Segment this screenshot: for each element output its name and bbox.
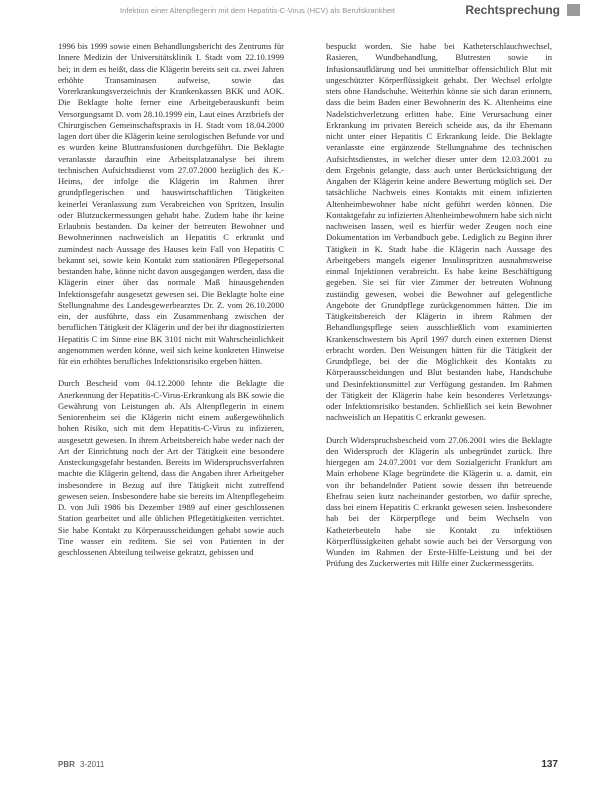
section-label: Rechtsprechung [465,3,560,17]
issue-number: 3-2011 [80,760,105,769]
page-footer [58,760,558,774]
page-number: 137 [541,759,558,770]
paragraph: 1996 bis 1999 sowie einen Behandlungsbericht des Zentrums für Innere Medizin der Universitätsklinik I. Stadt vom 22.10.1999 bei; in dem es heißt, dass die Klägerin bereits seit ca. zwei Jahren erhöhte Transaminasen aufweise, sowie das Vorerkrankungsverzeichnis der Krankenkassen BKK und AOK. Die Beklagte holte ferner eine Arbeitgeberauskunft beim Versorgungsamt D. vom 28.10.1999 ein, Laut eines Arztbriefs der Chirurgischen Gemeinschaftspraxis in H. Stadt vom 18.04.2000 lagen dort über die Klägerin keine serologischen Befunde vor und es wurden keine Bluttransfusionen durchgeführt. Die Beklagte veranlasste daraufhin eine Arbeitsplatzanalyse bei ihrem technischen Aufsichtsdienst vom 27.07.2000 bezüglich des K.-Heims, der infolge die Klägerin im Rahmen ihrer grundpflegerischen und hauswirtschaftlichen Tätigkeiten keinerlei Veranlassung zum Verabreichen von Spritzen, Insulin oder Blutzuckermessungen gehabt habe. Zudem habe ihr keine Erlaubnis bestanden. Da keiner der betreuten Bewohner und Bewohnerinnen nachweislich an Hepatitis C erkrankt und zumindest nach Aussage des Hauses kein Fall von Hepatitis C bekannt sei, sowie kein Kontakt zum stationären Pflegepersonal bestanden habe, könne nicht davon ausgegangen werden, dass die Klägerin einer über das normale Maß hinausgehenden Infektionsgefahr ausgesetzt gewesen sei. Die Beklagte holte eine Stellungnahme des Landesgewerbearztes Dr. Z. vom 26.10.2000 ein, der ausführte, dass ein Zusammenhang zwischen der beruflichen Tätigkeit der Klägerin und der bei ihr diagnostizierten Hepatitis C im Sinne eine BK 3101 nicht mit Wahrscheinlichkeit angenommen werden könne, weil sich keine konkreten Hinweise für ein erhöhtes berufliches Infektionsrisiko ergeben hätten. [58,41,284,366]
running-title: Infektion einer Altenpflegerin mit dem Hepatitis-C-Virus (HCV) als Berufskrankheit [120,6,396,15]
paragraph: Durch Bescheid vom 04.12.2000 lehnte die Beklagte die Anerkennung der Hepatitis-C-Virus-Erkrankung als BK sowie die Gewährung von Leistungen ab. Als Altenpflegerin in einem Seniorenheim sei die Klägerin nicht einem außergewöhnlich hohen Risiko, sich mit dem Hepatitis-C-Virus zu infizieren, ausgesetzt gewesen. In ihrem Arbeitsbereich habe weder nach der Art der Einrichtung noch der Art der Tätigkeit eine besondere Ansteckungsgefahr bestanden. Bereits im Widerspruchsverfahren machte die Klägerin geltend, dass die Angaben ihrer Arbeitgeber insbesondere in Bezug auf ihre Tätigkeit nicht zutreffend gewesen seien. Insbesondere habe sie bereits im Altenpflegeheim D. von Juli 1986 bis Dezember 1989 auf einer geschlossenen Station gearbeitet und alle üblichen Pflegetätigkeiten verrichtet. Sie habe Kontakt zu Körperausscheidungen gehabt sowie auch Tine wasser ein reditem. Sie sei von Patienten in der geschlossenen Abteilung teilweise gekratzt, gebissen und [58,378,284,557]
journal-name: PBR [58,760,75,769]
paragraph: Durch Widerspruchsbescheid vom 27.06.2001 wies die Beklagte den Widerspruch der Klägerin als unbegründet zurück. Ihre hiergegen am 24.07.2001 vor dem Sozialgericht Frankfurt am Main erhobene Klage begründete die Klägerin u. a. damit, ein von ihr behandelnder Patient sowie dessen ihn betreuende Ehefrau seien kurz nacheinander gestorben, wo dafür spreche, dass bei einem Hepatitis C erkrankt gewesen seien. Insbesondere hab bei der Körperpflege und beim Wechseln von Katheterbeuteln habe sie Kontakt zu infektiösen Körperflüssigkeiten gehabt sowie auch bei der Versorgung von Wunden im Rahmen der Erste-Hilfe-Leistung und bei der Prüfung des Zuckerwertes mit Hilfe einer Zuckermessgeräts. [326,434,552,569]
running-header [120,4,590,20]
section-marker [567,4,580,16]
text-column-right [326,41,552,570]
text-column-left [58,41,284,558]
paragraph: bespuckt worden. Sie habe bei Katheterschlauchwechsel, Rasieren, Wundbehandlung, Blutresten sowie in Infusionsaufklärung und bei unmittelbar offensichtlich Blut mit ungeschützter Körperflüssigkeit gehabt. Der Wechsel erfolgte stets ohne Handschuhe. Weiterhin könne sie sich daran erinnern, dass die beim Baden einer Bewohnerin des K. Altenheims eine Nadelstichverletzung erlitten habe. Eine Verursachung einer Erkrankung im privaten Bereich scheide aus, da ihr Ehemann nicht unter einer Hepatitis C Erkrankung leide. Die Beklagte veranlasste eine ergänzende Stellungnahme des technischen Aufsichtsdienstes, in welcher dieser unter dem 12.03.2001 zu dem Ergebnis gelangte, dass auch unter Berücksichtigung der Angaben der Klägerin keine andere Bewertung möglich sei. Der tatsächliche Nachweis eines Kontakts mit einem infizierten Altenheimbewohner habe nicht geführt werden können. Die Kontaktgefahr zu infizierten Altenheimbewohnern habe sich nicht nachweisen lassen, weil es hierfür weder Zeugen noch eine Dokumentation im Verbandbuch gebe. Lediglich zu Beginn ihrer Tätigkeit in K. Stadt habe die Klägerin nach Aussage des Arbeitgebers mangels eigener Insulinspritzen ausnahmsweise einmal Injektionen verabreicht. Es habe keine Beschäftigung gegeben. Sie sei für vier Zimmer der betreuten Wohnung zuständig gewesen, wobei die Bewohner auf gelegentliche Angebote der Grundpflege zurückgenommen hätten. Die im Tätigkeitsbereich der Klägerin in ihrem Rahmen der Behandlungspflege seien ausschließlich vom examinierten Krankenschwestern bis April 1997 durch einen externen Dienst erbracht worden. Den Weisungen hätten für die Tätigkeit der Grundpflege, bei der die Möglichkeit des Kontakts zu Körperausscheidungen und Blut bestanden habe, Handschuhe und Desinfektionsmittel zur Verfügung gestanden. Im Rahmen der Tätigkeit der Klägerin habe kein besonderes Verletzungs- oder Infektionsrisiko bestanden. Schließlich sei kein Bewohner nachweislich an Hepatitis C erkrankt gewesen. [326,41,552,423]
